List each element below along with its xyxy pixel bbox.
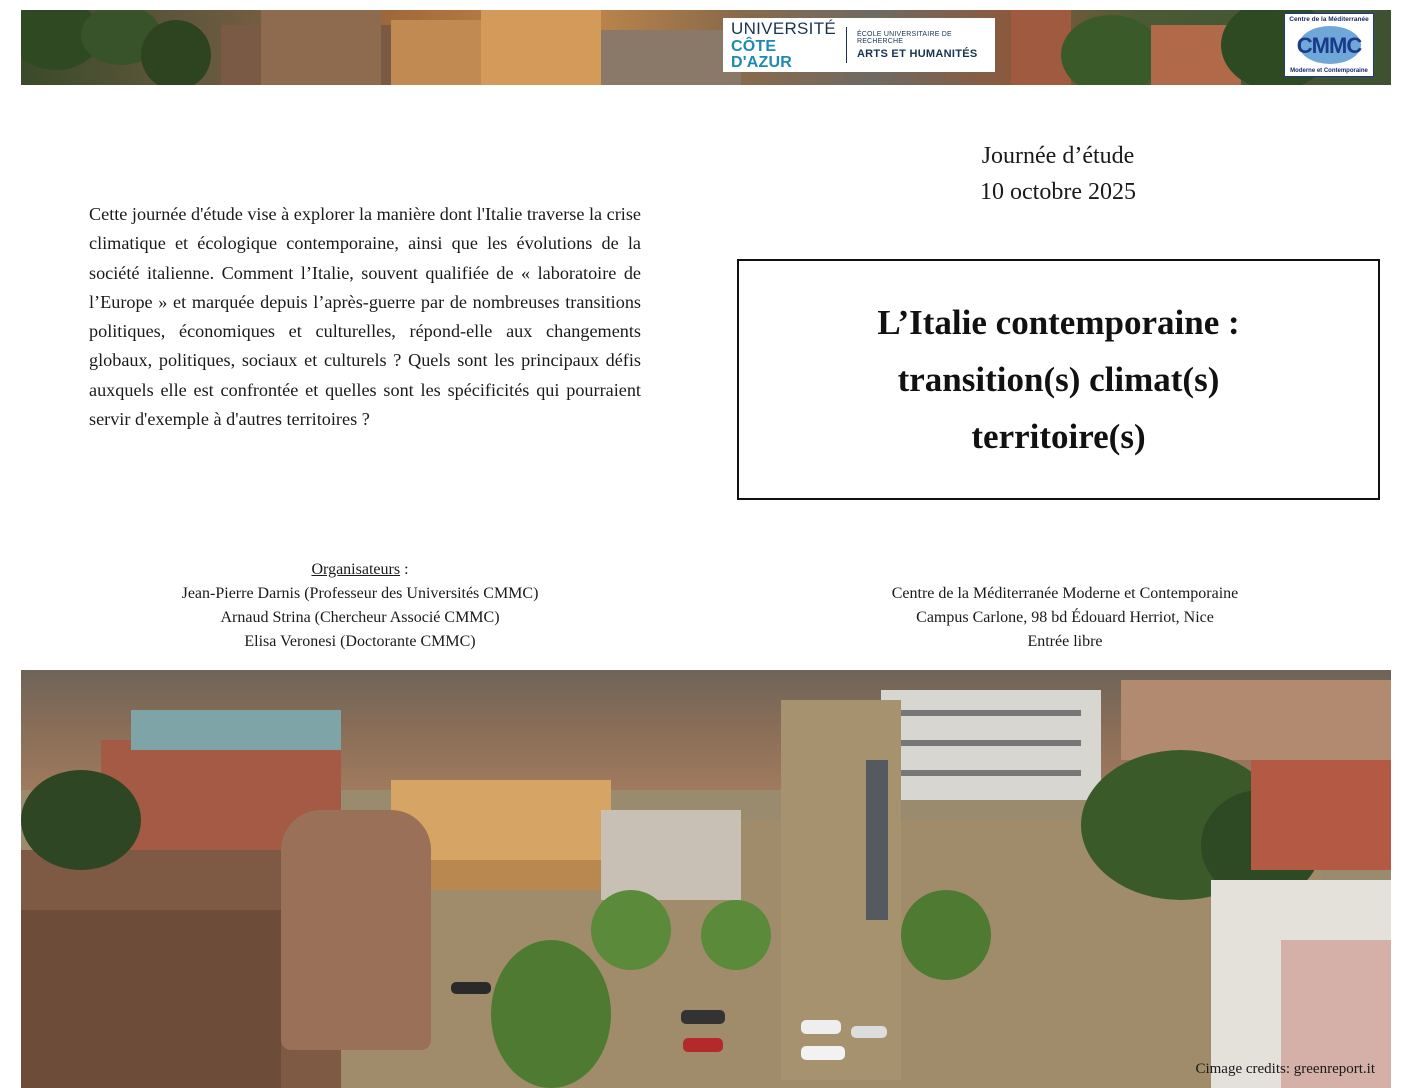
venue-block — [850, 582, 1280, 654]
organiser-item: Jean-Pierre Darnis (Professeur des Universités CMMC) — [181, 585, 539, 602]
venue-address: Campus Carlone, 98 bd Édouard Herriot, Nice — [916, 609, 1214, 626]
organiser-item: Elisa Veronesi (Doctorante CMMC) — [244, 633, 476, 650]
uca-logo-divider — [846, 27, 847, 63]
title-line-2: transition(s) climat(s) — [897, 360, 1220, 399]
universite-cote-dazur-logo — [723, 18, 995, 72]
title-box — [737, 259, 1380, 500]
event-type: Journée d’étude — [981, 143, 1135, 169]
title-line-1: L’Italie contemporaine : — [877, 303, 1240, 342]
organisers-heading — [150, 558, 570, 582]
intro-paragraph: Cette journée d'étude vise à explorer la manière dont l'Italie traverse la crise climatique et écologique contemporaine, ainsi que les évolutions de la société italienne. Comment l’Italie, souvent qualifiée de « laboratoire de l’Europe » et marquée depuis l’après-guerre par de nombreuses transitions politiques, économiques et culturelles, répond-elle aux changements globaux, politiques, sociaux et culturels ? Quels sont les principaux défis auxquels elle est confrontée et quelles sont les spécificités qui pourraient servir d'exemple à d'autres territoires ? — [89, 204, 641, 430]
cmmc-logo-bottom: Moderne et Contemporaine — [1290, 68, 1368, 74]
organisers-heading-label: Organisateurs — [311, 561, 401, 578]
event-title — [877, 294, 1239, 465]
event-heading — [938, 138, 1178, 210]
event-date: 10 octobre 2025 — [980, 179, 1136, 205]
flood-photo — [21, 670, 1391, 1088]
image-credit: Cimage credits: greenreport.it — [1195, 1061, 1375, 1077]
header-banner-photo — [21, 10, 1391, 85]
cmmc-logo-top: Centre de la Méditerranée — [1289, 16, 1369, 23]
venue-name: Centre de la Méditerranée Moderne et Contemporaine — [891, 585, 1239, 602]
uca-logo-department: ARTS ET HUMANITÉS — [856, 47, 978, 60]
cmmc-logo-mark: CMMC — [1296, 33, 1362, 58]
title-line-3: territoire(s) — [971, 417, 1146, 456]
organiser-item: Arnaud Strina (Chercheur Associé CMMC) — [220, 609, 500, 626]
cmmc-logo — [1284, 13, 1374, 77]
organisers-heading-colon: : — [400, 561, 409, 578]
uca-logo-school: ÉCOLE UNIVERSITAIRE DE RECHERCHE — [856, 30, 952, 45]
uca-logo-line1: UNIVERSITÉ — [731, 18, 837, 38]
venue-admission: Entrée libre — [1027, 633, 1103, 650]
uca-logo-line2: CÔTE D'AZUR — [731, 37, 792, 71]
organisers-block — [150, 558, 570, 654]
